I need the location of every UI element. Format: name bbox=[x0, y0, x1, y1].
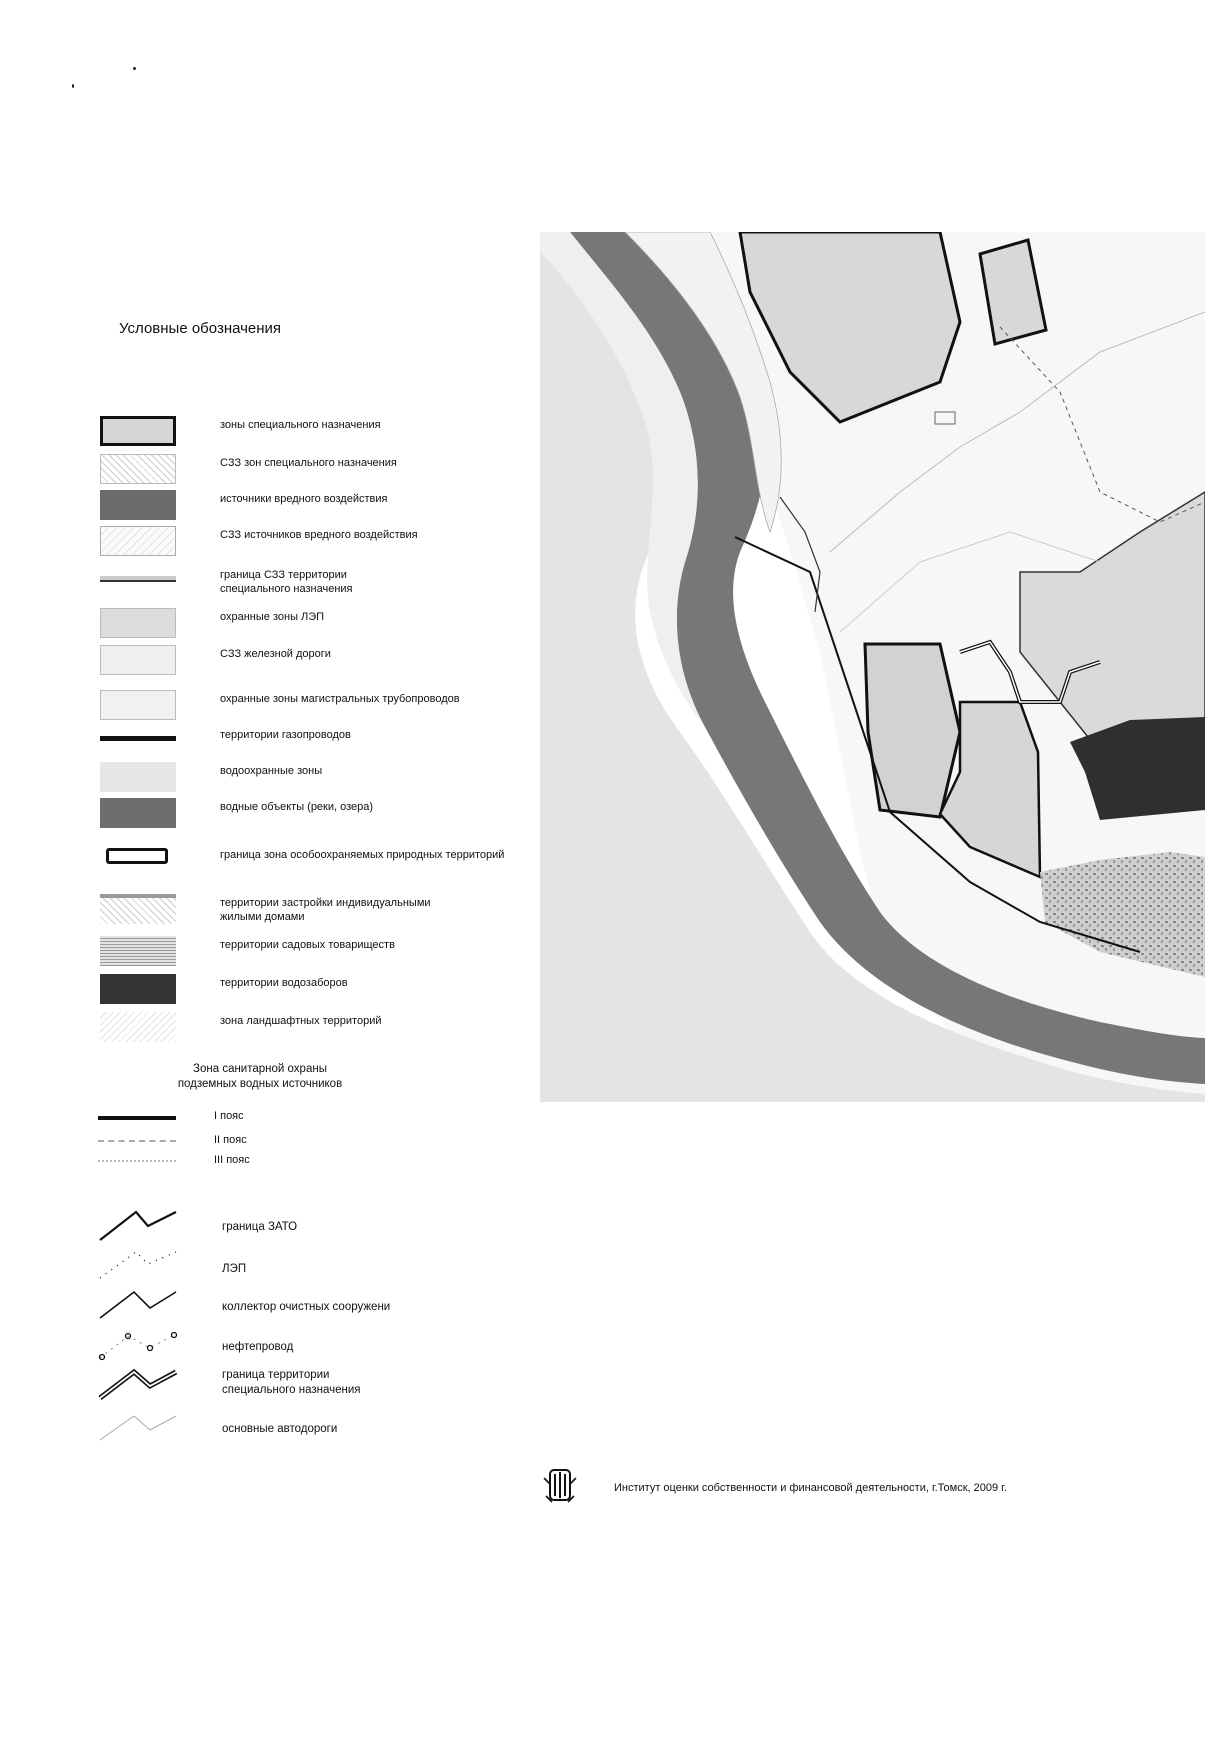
line-item-collector bbox=[98, 1288, 518, 1328]
legend-label: территории застройки индивидуальными жилыми домами bbox=[220, 897, 431, 923]
swatch-harm-sources bbox=[100, 490, 176, 520]
roads-symbol bbox=[98, 1410, 178, 1444]
swatch-pipelines bbox=[100, 690, 176, 720]
belt-3 bbox=[98, 1154, 398, 1172]
belt-label: II пояс bbox=[214, 1134, 247, 1146]
line-item-oil-pipeline bbox=[98, 1326, 518, 1366]
swatch-special-zones bbox=[100, 416, 176, 446]
legend-label: территории садовых товариществ bbox=[220, 939, 395, 951]
legend-label: зоны специального назначения bbox=[220, 419, 381, 431]
belt-2 bbox=[98, 1134, 398, 1152]
oil-pipeline-symbol bbox=[98, 1326, 178, 1362]
swatch-railway bbox=[100, 645, 176, 675]
legend-label: СЗЗ зон специального назначения bbox=[220, 457, 397, 469]
legend-label: граница СЗЗ территории специального назначения bbox=[220, 569, 353, 595]
line-item-zato bbox=[98, 1208, 518, 1248]
swatch-water-intake bbox=[100, 974, 176, 1004]
swatch-landscape bbox=[100, 1012, 176, 1042]
belt-label: I пояс bbox=[214, 1110, 244, 1122]
swatch-szz-special bbox=[100, 454, 176, 484]
legend-label: СЗЗ железной дороги bbox=[220, 648, 331, 660]
swatch-individual-housing bbox=[100, 894, 176, 924]
line-item-roads bbox=[98, 1410, 518, 1450]
special-zone bbox=[865, 644, 960, 817]
belt-1-line bbox=[98, 1116, 176, 1120]
scan-speck bbox=[133, 67, 136, 70]
line-item-power-line bbox=[98, 1248, 518, 1288]
line-item-special-border bbox=[98, 1366, 518, 1406]
belt-3-line bbox=[98, 1160, 176, 1162]
legend-label: водоохранные зоны bbox=[220, 765, 323, 777]
belt-2-line bbox=[98, 1140, 176, 1142]
legend-label: граница зона особоохраняемых природных территорий bbox=[220, 849, 505, 861]
legend-label: зона ландшафтных территорий bbox=[220, 1015, 382, 1027]
collector-symbol bbox=[98, 1288, 178, 1322]
legend-label: территории газопроводов bbox=[220, 729, 351, 741]
scan-speck bbox=[72, 84, 74, 88]
special-border-symbol bbox=[98, 1366, 178, 1402]
swatch-gardens bbox=[100, 936, 176, 966]
swatch-szz-harm bbox=[100, 526, 176, 556]
legend-label: источники вредного воздействия bbox=[220, 493, 388, 505]
swatch-water-bodies bbox=[100, 798, 176, 828]
line-label: граница ЗАТО bbox=[222, 1221, 298, 1233]
footer-credit: Институт оценки собственности и финансовой деятельности, г.Томск, 2009 г. bbox=[614, 1482, 1007, 1494]
legend-label: водные объекты (реки, озера) bbox=[220, 801, 374, 813]
legend-label: охранные зоны магистральных трубопроводов bbox=[220, 693, 460, 705]
belt-label: III пояс bbox=[214, 1154, 250, 1166]
line-label: основные автодороги bbox=[222, 1423, 338, 1435]
zoning-map bbox=[540, 232, 1205, 1102]
legend-label: СЗЗ источников вредного воздействия bbox=[220, 529, 418, 541]
legend-label: территории водозаборов bbox=[220, 977, 348, 989]
institute-emblem-icon bbox=[540, 1466, 580, 1508]
zato-border-symbol bbox=[98, 1208, 178, 1242]
line-label: коллектор очистных сооружени bbox=[222, 1301, 391, 1313]
legend-title: Условные обозначения bbox=[119, 320, 282, 337]
swatch-power-zone bbox=[100, 608, 176, 638]
swatch-water-protect bbox=[100, 762, 176, 792]
swatch-gas bbox=[100, 736, 176, 741]
line-label: граница территории специального назначения bbox=[222, 1369, 361, 1396]
sanitary-zone-title: Зона санитарной охраны подземных водных источников bbox=[177, 1063, 343, 1090]
line-label: ЛЭП bbox=[222, 1263, 247, 1275]
swatch-protected-border bbox=[106, 848, 168, 864]
swatch-szz-border bbox=[100, 576, 176, 584]
power-line-symbol bbox=[98, 1248, 178, 1282]
legend-label: охранные зоны ЛЭП bbox=[220, 611, 325, 623]
line-label: нефтепровод bbox=[222, 1341, 294, 1353]
belt-1 bbox=[98, 1110, 398, 1128]
